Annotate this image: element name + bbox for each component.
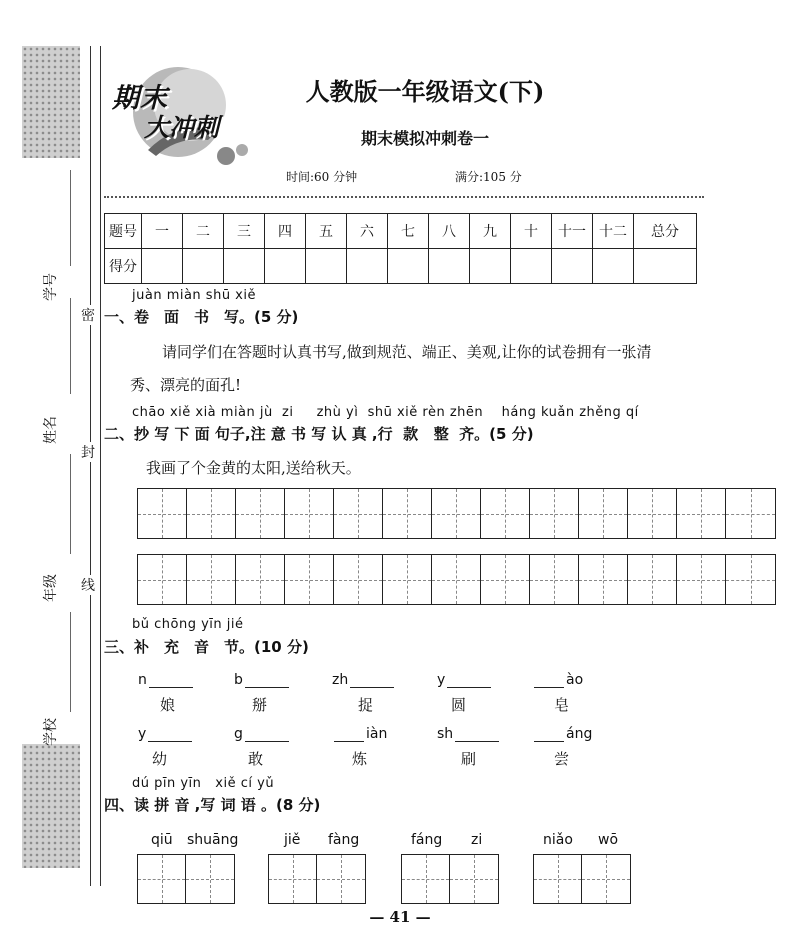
score-cell[interactable] [511,249,552,284]
logo-text-1: 期末 [112,83,168,114]
syllable-item[interactable] [532,726,632,768]
margin-line-inner [100,46,101,886]
tian-cell[interactable] [138,489,187,538]
tian-cell[interactable] [317,855,365,903]
word-pinyin-1: jiě [284,832,301,848]
section1-heading: 一、卷 面 书 写。(5 分) [104,308,299,326]
syllable-char: 炼 [352,750,368,768]
syllable-char: 刷 [461,750,477,768]
word-pinyin-2: fàng [328,832,360,848]
exam-full-score: 满分:105 分 [455,170,522,184]
tian-cell[interactable] [236,555,285,604]
word-pinyin-2: shuāng [187,832,239,848]
syllable-blank[interactable] [245,673,289,688]
syllable-blank[interactable] [350,673,394,688]
tian-cell[interactable] [432,555,481,604]
score-cell[interactable] [142,249,183,284]
score-header-cell: 三 [224,214,265,249]
word-pinyin-2: wō [598,832,619,848]
syllable-item[interactable] [332,672,432,714]
score-cell[interactable] [265,249,306,284]
word-pinyin-1: niǎo [543,832,573,848]
score-cell[interactable] [429,249,470,284]
score-header-cell: 十一 [552,214,593,249]
word-boxes[interactable] [268,854,366,904]
syllable-initial: n [138,672,147,688]
syllable-blank[interactable] [149,673,193,688]
tian-cell[interactable] [383,489,432,538]
tian-cell[interactable] [138,855,186,903]
syllable-char: 捉 [358,696,374,714]
syllable-char: 敢 [248,750,264,768]
name-field-line [70,298,71,394]
score-cell[interactable] [183,249,224,284]
section1-pinyin: juàn miàn shū xiě [132,288,256,303]
score-header-cell: 二 [183,214,224,249]
school-label: 学校 [43,718,59,746]
score-row-label: 得分 [105,249,142,284]
syllable-item[interactable] [234,672,334,714]
syllable-item[interactable] [332,726,432,768]
tian-cell[interactable] [187,489,236,538]
tian-cell[interactable] [628,555,677,604]
school-field-line [70,612,71,712]
score-header-cell: 十二 [593,214,634,249]
tian-cell[interactable] [285,555,334,604]
seal-char-mi: 密 [81,305,95,325]
section1-line2: 秀、漂亮的面孔! [130,376,242,394]
score-header-cell: 九 [470,214,511,249]
tian-cell[interactable] [530,555,579,604]
section2-sentence: 我画了个金黄的太阳,送给秋天。 [146,459,361,477]
id-field-line [70,170,71,266]
section2-heading: 二、抄 写 下 面 句子,注 意 书 写 认 真 ,行 款 整 齐。(5 分) [104,425,534,443]
margin-line-outer [90,46,91,886]
tian-cell[interactable] [530,489,579,538]
word-boxes[interactable] [533,854,631,904]
score-cell[interactable] [224,249,265,284]
score-header-cell: 一 [142,214,183,249]
score-header-cell: 总分 [634,214,697,249]
tian-cell[interactable] [334,555,383,604]
tian-cell[interactable] [726,489,775,538]
grade-field-line [70,454,71,554]
syllable-char: 皂 [554,696,570,714]
score-header-cell: 八 [429,214,470,249]
page-subtitle: 期末模拟冲刺卷一 [360,129,489,148]
tian-cell[interactable] [383,555,432,604]
syllable-blank[interactable] [455,727,499,742]
score-cell[interactable] [347,249,388,284]
score-cell[interactable] [470,249,511,284]
tian-cell[interactable] [285,489,334,538]
name-label: 姓名 [43,416,59,444]
writing-grid-row[interactable] [137,488,776,539]
syllable-item[interactable] [437,726,537,768]
section1-line1: 请同学们在答题时认真书写,做到规范、端正、美观,让你的试卷拥有一张清 [162,343,652,361]
page-number: — 41 — [369,908,431,926]
score-table-header-row [105,214,697,249]
score-header-cell: 四 [265,214,306,249]
syllable-blank[interactable] [148,727,192,742]
word-boxes[interactable] [401,854,499,904]
tian-cell[interactable] [579,555,628,604]
syllable-item[interactable] [437,672,537,714]
tian-cell[interactable] [582,855,630,903]
syllable-final: áng [566,726,593,742]
score-cell[interactable] [634,249,697,284]
margin-pattern-bottom [22,744,80,868]
score-header-cell: 题号 [105,214,142,249]
syllable-blank[interactable] [447,673,491,688]
tian-cell[interactable] [481,489,530,538]
seal-char-xian: 线 [81,575,95,595]
tian-cell[interactable] [402,855,450,903]
score-header-cell: 七 [388,214,429,249]
score-table [104,213,697,284]
logo-text-2: 大冲刺 [144,113,220,142]
syllable-blank[interactable] [534,727,564,742]
score-header-cell: 六 [347,214,388,249]
header-divider [104,196,704,198]
page-title: 人教版一年级语文(下) [305,77,545,106]
syllable-initial: sh [437,726,454,742]
tian-cell[interactable] [269,855,317,903]
tian-cell[interactable] [677,489,726,538]
syllable-initial: b [234,672,243,688]
syllable-char: 尝 [554,750,570,768]
section3-pinyin: bǔ chōng yīn jié [132,617,244,632]
score-cell[interactable] [552,249,593,284]
syllable-initial: zh [332,672,349,688]
tian-cell[interactable] [186,855,234,903]
syllable-final: ào [566,672,584,688]
section4-pinyin: dú pīn yīn xiě cí yǔ [132,776,275,791]
seal-char-feng: 封 [81,442,95,462]
score-header-cell: 五 [306,214,347,249]
writing-grid-row[interactable] [137,554,776,605]
tian-cell[interactable] [579,489,628,538]
syllable-initial: g [234,726,243,742]
tian-cell[interactable] [236,489,285,538]
section4-heading: 四、读 拼 音 ,写 词 语 。(8 分) [104,796,321,814]
tian-cell[interactable] [187,555,236,604]
tian-cell[interactable] [481,555,530,604]
score-header-cell: 十 [511,214,552,249]
tian-cell[interactable] [138,555,187,604]
tian-cell[interactable] [534,855,582,903]
exam-time: 时间:60 分钟 [286,170,358,184]
syllable-blank[interactable] [334,727,364,742]
syllable-item[interactable] [532,672,632,714]
word-pinyin-2: zi [471,832,483,848]
score-cell[interactable] [306,249,347,284]
tian-cell[interactable] [677,555,726,604]
word-pinyin-1: qiū [151,832,173,848]
tian-cell[interactable] [334,489,383,538]
syllable-initial: y [138,726,147,742]
syllable-final: iàn [366,726,388,742]
syllable-item[interactable] [138,726,238,768]
syllable-char: 娘 [160,696,176,714]
section3-heading: 三、补 充 音 节。(10 分) [104,638,309,656]
syllable-item[interactable] [234,726,334,768]
score-cell[interactable] [593,249,634,284]
score-table-score-row [105,249,697,284]
grade-label: 年级 [43,574,59,602]
syllable-char: 圆 [451,696,467,714]
syllable-char: 掰 [252,696,268,714]
word-pinyin-1: fáng [411,832,443,848]
syllable-blank[interactable] [245,727,289,742]
syllable-blank[interactable] [534,673,564,688]
tian-cell[interactable] [726,555,775,604]
syllable-char: 幼 [152,750,168,768]
tian-cell[interactable] [628,489,677,538]
section2-pinyin: chāo xiě xià miàn jù zi zhù yì shū xiě rèn zhēn háng kuǎn zhěng qí [132,405,639,420]
syllable-initial: y [437,672,446,688]
student-id-label: 学号 [43,273,59,301]
tian-cell[interactable] [432,489,481,538]
score-cell[interactable] [388,249,429,284]
word-boxes[interactable] [137,854,235,904]
tian-cell[interactable] [450,855,498,903]
syllable-item[interactable] [138,672,238,714]
